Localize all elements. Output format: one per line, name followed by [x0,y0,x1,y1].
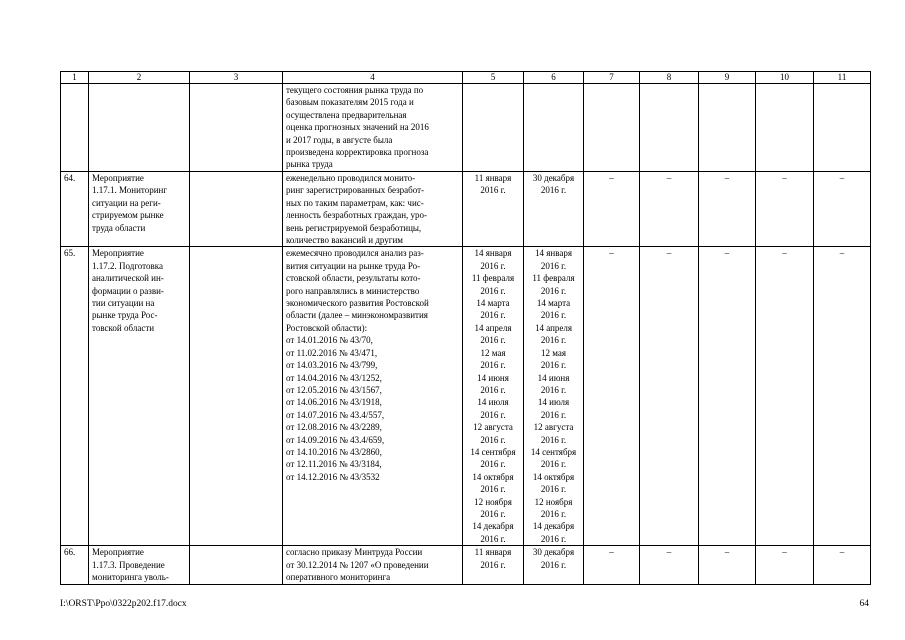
cell-line: вития ситуации на рынке труда Ро- [286,260,421,271]
cell-line: 2016 г. [480,434,506,445]
header-cell: 11 [814,72,871,84]
cell-line: 14 июня [477,372,509,383]
cell-line: 14 июля [477,397,509,408]
cell-line: осуществлена предварительная [286,109,407,120]
cell-line: 11 февраля [471,273,515,284]
col10-value: – [756,247,814,546]
cell-line: базовым показателям 2015 года и [286,97,414,108]
cell-line: количество вакансий и другим [286,235,403,246]
start-date [463,172,524,247]
measure-name [89,546,190,584]
col8-value: – [640,546,699,584]
cell-line: произведена корректировка прогноза [286,147,429,158]
cell-line: 14 апреля [534,322,573,333]
table-row [61,172,871,247]
cell-line: 2016 г. [540,533,567,544]
cell-line: 1.17.2. Подготовка [92,260,163,271]
col7-value: – [584,546,640,584]
cell-line: Мероприятие [92,173,144,183]
col8-value [640,84,699,172]
cell-line: от 12.08.2016 № 43/2289, [286,422,382,433]
cell-line: рого направлялись в министерство [286,285,420,296]
col7-value: – [584,172,640,247]
col7-value: – [584,247,640,546]
col9-value: – [699,546,756,584]
cell-line: 14 января [535,248,572,259]
measure-result [283,546,463,584]
cell-line: 12 августа [533,422,574,433]
cell-line: 2016 г. [540,459,567,470]
header-cell: 8 [640,72,699,84]
table-row [61,546,871,584]
cell-line: ринг зарегистрированных безработ- [286,185,425,196]
end-date [524,546,584,584]
cell-line: 2016 г. [540,360,567,371]
cell-line: от 14.10.2016 № 43/2860, [286,446,382,457]
cell-line: 2016 г. [480,335,506,346]
end-date [524,84,584,172]
start-date [463,247,524,546]
cell-line: 2016 г. [540,508,567,519]
measure-result [283,247,463,546]
col8-value: – [640,172,699,247]
cell-line: 2016 г. [480,484,506,495]
cell-line: 14 июня [537,372,570,383]
cell-line: Ростовской области): [286,322,368,333]
header-cell: 9 [699,72,756,84]
cell-line: рынка труда [286,159,333,170]
cell-line: 2016 г. [540,384,567,395]
cell-line: товской области [92,322,155,333]
cell-line: 2016 г. [480,533,506,544]
cell-line: 2016 г. [480,360,506,371]
table-row [61,84,871,172]
cell-line: 2016 г. [540,484,567,495]
col9-value: – [699,172,756,247]
cell-line: от 14.07.2016 № 43.4/557, [286,409,385,420]
cell-line: оценка прогнозных значений на 2016 [286,122,429,133]
col11-value [814,84,871,172]
cell-line: от 12.05.2016 № 43/1567, [286,384,382,395]
cell-line: 30 декабря [532,547,575,558]
col7-value [584,84,640,172]
cell-line: 2016 г. [540,335,567,346]
cell-line: 2016 г. [480,285,506,296]
row-number: 64. [61,172,89,247]
page-number: 64 [859,599,869,609]
cell-line: 1.17.1. Мониторинг [92,185,168,196]
cell-line: 12 ноября [534,496,573,507]
col10-value [756,84,814,172]
measure-result [283,84,463,172]
header-cell: 5 [463,72,524,84]
measure-name [89,247,190,546]
cell-line: 2016 г. [480,185,506,196]
cell-line: мониторинга уволь- [92,572,169,583]
cell-line: 2016 г. [480,459,506,470]
footer-file-path: I:\ORST\Ppo\0322p202.f17.docx [60,599,187,609]
cell-line: 12 мая [480,347,506,358]
measure-result [283,172,463,247]
cell-line: 2016 г. [480,384,506,395]
cell-line: 14 января [474,248,512,259]
cell-line: 14 марта [536,298,571,309]
cell-line: 2016 г. [480,310,506,321]
start-date [463,546,524,584]
cell-line: области (далее – минэкономразвития [286,310,428,321]
cell-line: от 14.04.2016 № 43/1252, [286,372,382,383]
cell-line: 14 декабря [532,521,575,532]
executor-cell [190,172,283,247]
col9-value [699,84,756,172]
cell-line: оперативного мониторинга [286,572,391,583]
cell-line: 2016 г. [540,434,567,445]
cell-line: 30 декабря [532,173,575,183]
row-number: 66. [61,546,89,584]
cell-line: от 14.06.2016 № 43/1918, [286,397,382,408]
table-row [61,247,871,546]
cell-line: 2016 г. [540,409,567,420]
start-date [463,84,524,172]
cell-line: 2016 г. [540,559,567,570]
cell-line: 2016 г. [480,260,506,271]
header-cell: 4 [283,72,463,84]
cell-line: согласно приказу Минтруда России [286,547,423,558]
cell-line: 2016 г. [480,508,506,519]
cell-line: 2016 г. [540,285,567,296]
cell-line: 14 сентября [530,446,577,457]
executor-cell [190,247,283,546]
cell-line: от 11.02.2016 № 43/471, [286,347,378,358]
cell-line: формации о разви- [92,285,164,296]
cell-line: 11 января [474,173,512,183]
end-date [524,172,584,247]
cell-line: 14 декабря [472,521,514,532]
cell-line: от 14.03.2016 № 43/799, [286,360,378,371]
cell-line: текущего состояния рынка труда по [286,85,424,95]
cell-line: 2016 г. [480,559,506,570]
cell-line: еженедельно проводился монито- [286,173,416,183]
cell-line: 2016 г. [480,409,506,420]
cell-line: стрируемом рынке [92,210,164,221]
measure-name [89,84,190,172]
cell-line: 2016 г. [540,260,567,271]
cell-line: от 14.09.2016 № 43.4/659, [286,434,385,445]
cell-line: 12 мая [540,347,567,358]
header-cell: 2 [89,72,190,84]
cell-line: Мероприятие [92,547,144,558]
cell-line: 12 ноября [474,496,512,507]
cell-line: 14 сентября [470,446,516,457]
executor-cell [190,546,283,584]
cell-line: 2016 г. [540,310,567,321]
cell-line: 14 июля [537,397,570,408]
cell-line: 2016 г. [540,185,567,196]
cell-line: труда области [92,222,146,233]
cell-line: и 2017 годы, в августе была [286,134,393,145]
cell-line: ситуации на реги- [92,197,161,208]
cell-line: тии ситуации на [92,298,155,309]
cell-line: 11 января [474,547,512,558]
cell-line: 14 марта [476,298,510,309]
header-cell: 7 [584,72,640,84]
header-cell: 10 [756,72,814,84]
cell-line: от 14.12.2016 № 43/3532 [286,471,380,482]
end-date [524,247,584,546]
header-cell: 6 [524,72,584,84]
cell-line: 14 октября [472,471,514,482]
cell-line: 1.17.3. Проведение [92,559,165,570]
cell-line: 12 августа [473,422,513,433]
cell-line: от 14.01.2016 № 43/70, [286,335,373,346]
col11-value: – [814,247,871,546]
col10-value: – [756,546,814,584]
cell-line: аналитической ин- [92,273,164,284]
header-cell: 1 [61,72,89,84]
row-number [61,84,89,172]
col8-value: – [640,247,699,546]
header-cell: 3 [190,72,283,84]
cell-line: экономического развития Ростовской [286,298,429,309]
col11-value: – [814,546,871,584]
cell-line: 11 февраля [532,273,575,284]
cell-line: 14 апреля [474,322,512,333]
table-header-row [61,72,871,84]
cell-line: рынке труда Рос- [92,310,158,321]
cell-line: от 12.11.2016 № 43/3184, [286,459,382,470]
row-number: 65. [61,247,89,546]
cell-line: от 30.12.2014 № 1207 «О проведении [286,559,429,570]
cell-line: 14 октября [532,471,575,482]
col10-value: – [756,172,814,247]
cell-line: стовской области, результаты кото- [286,273,421,284]
col9-value: – [699,247,756,546]
cell-line: ных по таким параметрам, как: чис- [286,197,424,208]
measure-name [89,172,190,247]
executor-cell [190,84,283,172]
cell-line: ленность безработных граждан, уро- [286,210,428,221]
col11-value: – [814,172,871,247]
cell-line: Мероприятие [92,248,144,259]
cell-line: ежемесячно проводился анализ раз- [286,248,424,259]
measures-table [60,71,871,585]
cell-line: вень регистрируемой безработицы, [286,222,422,233]
